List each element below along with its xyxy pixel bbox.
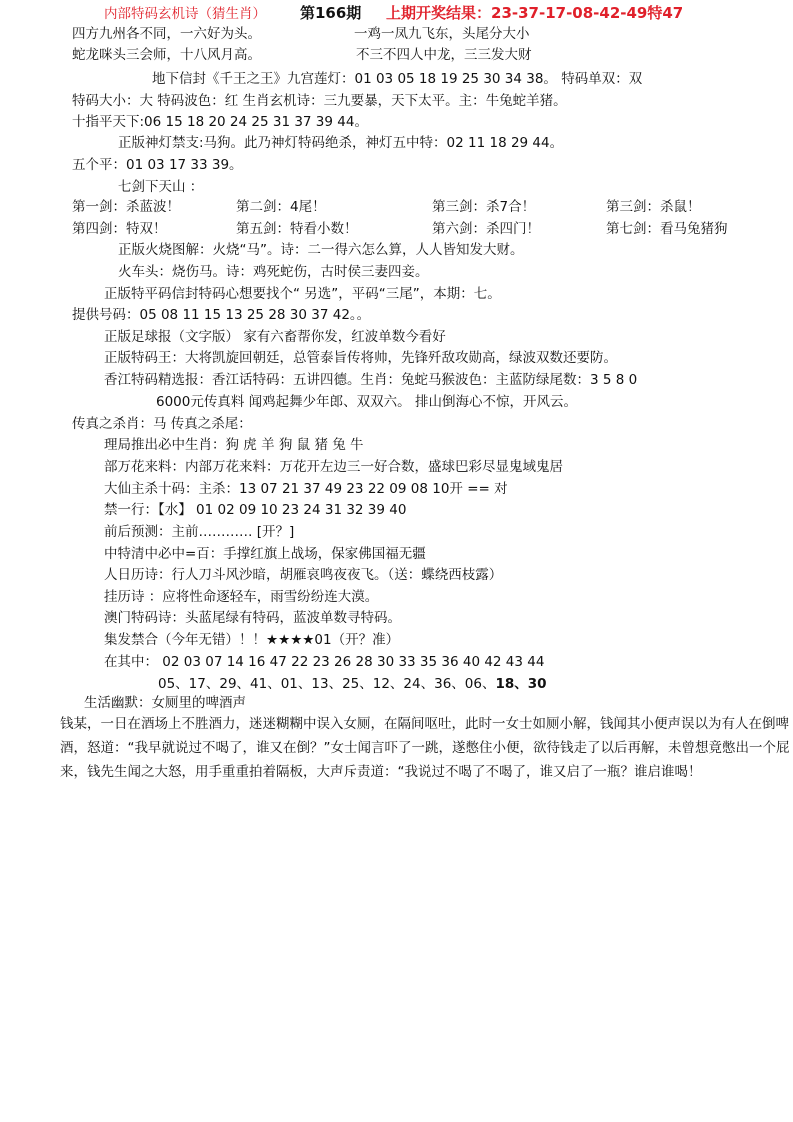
text-line: 理局推出必中生肖：狗 虎 羊 狗 鼠 猪 兔 牛 bbox=[104, 437, 364, 453]
text-line: 6000元传真料 闻鸡起舞少年郎、双双六。 排山倒海心不惊，开风云。 bbox=[156, 394, 577, 410]
period-number: 第166期 bbox=[300, 4, 362, 22]
sword-item: 第四剑：特双！ bbox=[72, 221, 167, 237]
text-line: 05、17、29、41、01、13、25、12、24、36、06、18、30 bbox=[158, 676, 547, 692]
sword-item: 第六剑：杀四门！ bbox=[432, 221, 540, 237]
text-line: 大仙主杀十码：主杀：13 07 21 37 49 23 22 09 08 10开 == 对 bbox=[104, 481, 508, 497]
text-line: 传真之杀肖：马 传真之杀尾： bbox=[72, 416, 252, 432]
text-line: 特码大小：大 特码波色：红 生肖玄机诗：三九要暴，天下太平。主：牛兔蛇羊猪。 bbox=[72, 93, 567, 109]
sword-item: 第二剑：4尾！ bbox=[236, 199, 326, 215]
text-line: 正版神灯禁支:马狗。此乃神灯特码绝杀，神灯五中特：02 11 18 29 44。 bbox=[118, 135, 564, 151]
text-line: 十指平天下:06 15 18 20 24 25 31 37 39 44。 bbox=[72, 114, 368, 130]
text-line: 地下信封《千王之王》九宫莲灯：01 03 05 18 19 25 30 34 38。 特码单双：双 bbox=[152, 71, 643, 87]
text-line: 禁一行：【水】 01 02 09 10 23 24 31 32 39 40 bbox=[104, 502, 407, 518]
text-line: 前后预测：主前………… [开？] bbox=[104, 524, 295, 540]
section-title: 生活幽默：女厕里的啤酒声 bbox=[84, 695, 246, 711]
text-line: 正版足球报（文字版） 家有六畜帮你发，红波单数今看好 bbox=[104, 329, 446, 345]
poem-line: 蛇龙咪头三会师，十八风月高。 bbox=[72, 47, 261, 63]
text-line: 五个平：01 03 17 33 39。 bbox=[72, 157, 243, 173]
last-result: 上期开奖结果：23-37-17-08-42-49特47 bbox=[386, 4, 684, 22]
text-line: 正版火烧图解：火烧“马”。诗：二一得六怎么算，人人皆知发大财。 bbox=[118, 242, 524, 258]
poem-line: 不三不四人中龙，三三发大财 bbox=[356, 47, 532, 63]
text-line: 提供号码：05 08 11 15 13 25 28 30 37 42。。 bbox=[72, 307, 371, 323]
poem-line: 四方九州各不同，一六好为头。 bbox=[72, 26, 261, 42]
header-tag: 内部特码玄机诗（猜生肖） bbox=[104, 6, 266, 22]
text-line: 集发禁合（今年无错）！！★★★★01（开？准） bbox=[104, 632, 400, 648]
text-line: 香江特码精选报：香江话特码：五讲四德。生肖：兔蛇马猴波色：主蓝防绿尾数：3 5 8 0 bbox=[104, 372, 638, 388]
text-line: 挂历诗 ：应将性命逐轻车，雨雪纷纷连大漠。 bbox=[104, 589, 379, 605]
poem-line: 一鸡一凤九飞东，头尾分大小 bbox=[354, 26, 530, 42]
text-line: 火车头：烧伤马。诗：鸡死蛇伤，古时侯三妻四妾。 bbox=[118, 264, 429, 280]
section-title: 七剑下天山 ： bbox=[118, 179, 204, 195]
bold-numbers: 18、30 bbox=[495, 676, 547, 692]
text-line: 正版特码王：大将凯旋回朝廷，总管泰旨传将帅，先锋歼敌攻勋高，绿波双数还要防。 bbox=[104, 350, 617, 366]
text-line: 正版特平码信封特码心想要找个“ 另选”，平码“三尾”，本期：七。 bbox=[104, 286, 501, 302]
text-line: 在其中： 02 03 07 14 16 47 22 23 26 28 30 33 35 36 40 42 43 44 bbox=[104, 654, 545, 670]
text-line: 人日历诗：行人刀斗风沙暗，胡雁哀鸣夜夜飞。（送：蝶绕西枝露） bbox=[104, 567, 503, 583]
humor-story: 钱某，一日在酒场上不胜酒力，迷迷糊糊中误入女厕，在隔间呕吐，此时一女士如厕小解，钱闻其小便声误以为有人在倒啤酒，怒道：“我早就说过不喝了，谁又在倒？”女士闻言吓了一跳，遂憋住小便，欲待钱走了以后再解，未曾想竟憋出一个屁来，钱先生闻之大怒，用手重重拍着隔板，大声斥责道：“我说过不喝了不喝了，谁又启了一瓶？谁启谁喝！ bbox=[60, 716, 790, 780]
text-line: 部万花来料：内部万花来料：万花开左边三一好合数，盛球巴彩尽显鬼域鬼居 bbox=[104, 459, 563, 475]
sword-item: 第五剑：特看小数！ bbox=[236, 221, 358, 237]
sword-item: 第三剑：杀7合！ bbox=[432, 199, 536, 215]
text-line: 中特清中必中=百：手撑红旗上战场，保家佛国福无疆 bbox=[104, 546, 426, 562]
sword-item: 第一剑：杀蓝波！ bbox=[72, 199, 180, 215]
sword-item: 第三剑：杀鼠！ bbox=[606, 199, 701, 215]
sword-item: 第七剑：看马兔猪狗 bbox=[606, 221, 728, 237]
text-line: 澳门特码诗：头蓝尾绿有特码，蓝波单数寻特码。 bbox=[104, 610, 401, 626]
